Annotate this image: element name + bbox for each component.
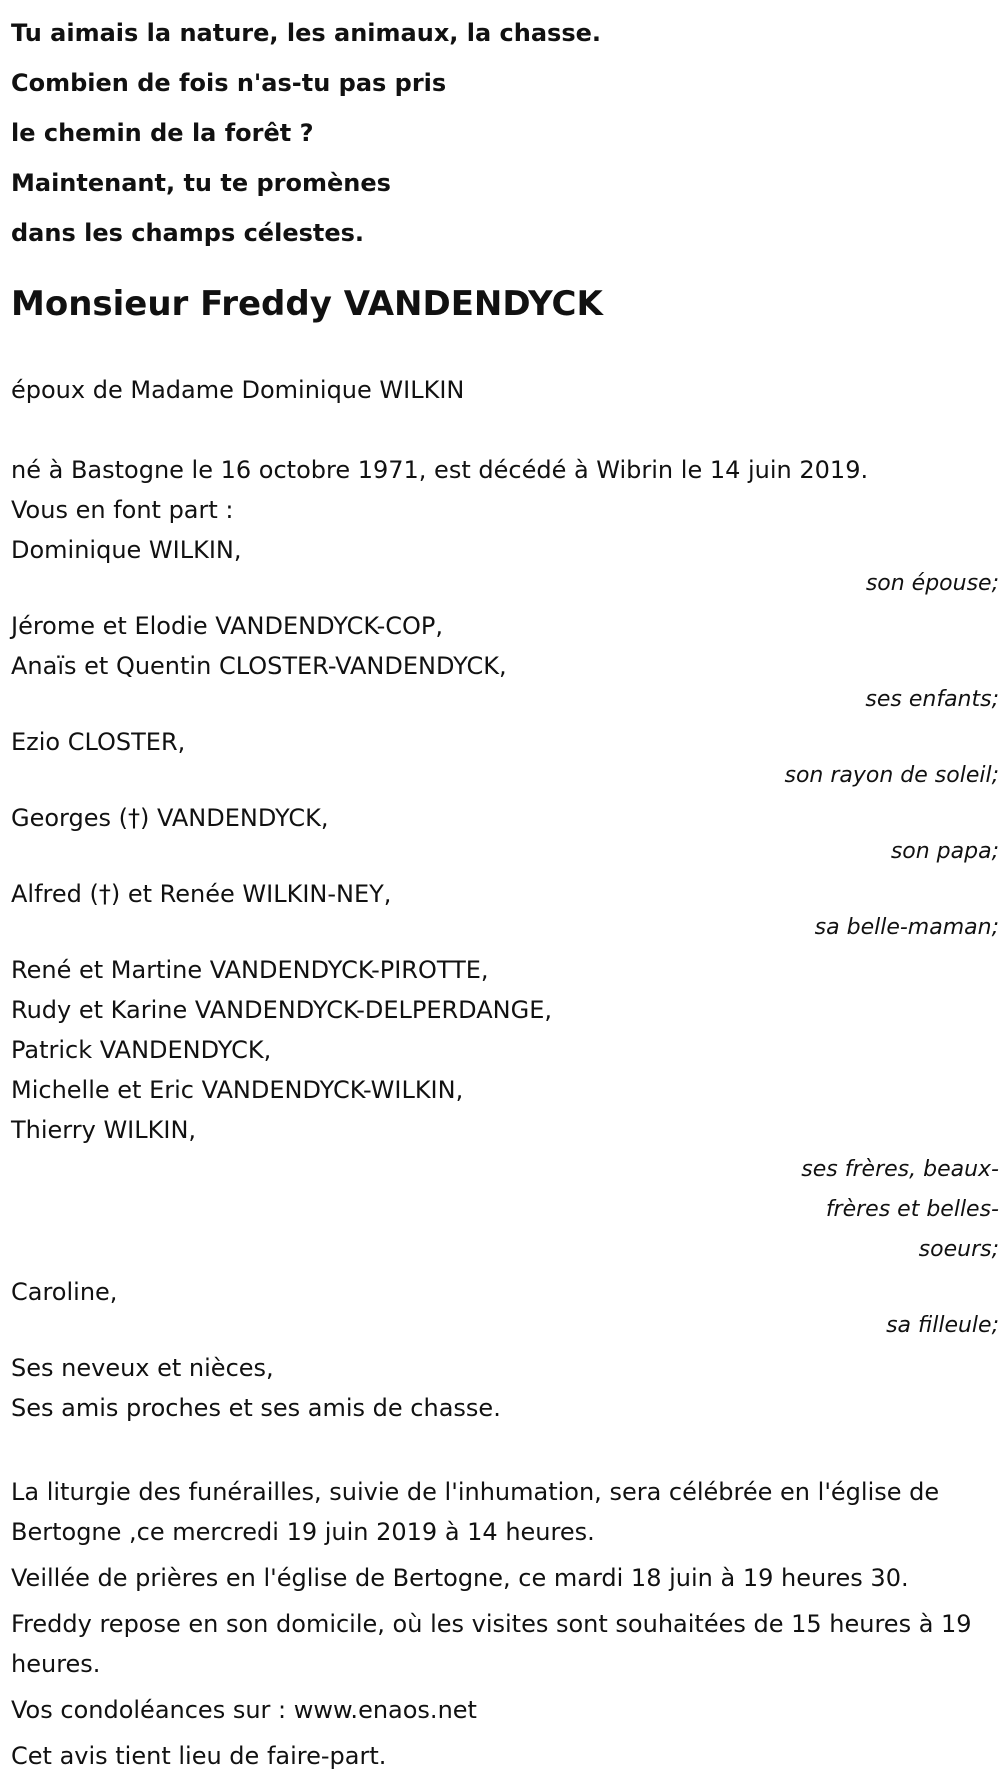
family-relation: son papa; <box>890 839 999 864</box>
family-group <box>11 874 997 948</box>
family-relation: sa belle-maman; <box>814 915 999 940</box>
family-group <box>11 722 997 796</box>
funeral-paragraph: La liturgie des funérailles, suivie de l'inhumation, sera célébrée en l'église de Bertogne ,ce mercredi 19 juin 2019 à 14 heures. <box>11 1478 940 1546</box>
poem-line: Maintenant, tu te promènes <box>11 169 391 197</box>
family-name: Georges (†) VANDENDYCK, <box>11 804 329 832</box>
family-group <box>11 950 997 1270</box>
family-group <box>11 798 997 872</box>
family-name: Rudy et Karine VANDENDYCK-DELPERDANGE, <box>11 996 552 1024</box>
family-name: Patrick VANDENDYCK, <box>11 1036 272 1064</box>
funeral-info <box>11 1472 1000 1776</box>
funeral-paragraph: Freddy repose en son domicile, où les visites sont souhaitées de 15 heures à 19 heures. <box>11 1610 972 1678</box>
poem-line: dans les champs célestes. <box>11 219 365 247</box>
family-name: Ezio CLOSTER, <box>11 728 186 756</box>
family-group <box>11 606 997 720</box>
funeral-paragraph: Veillée de prières en l'église de Bertogne, ce mardi 18 juin à 19 heures 30. <box>11 1564 909 1592</box>
closing-line: Ses amis proches et ses amis de chasse. <box>11 1394 501 1422</box>
poem <box>11 8 1000 258</box>
closing-line: Ses neveux et nièces, <box>11 1354 274 1382</box>
family-group <box>11 530 997 604</box>
family-relation: ses frères, beaux-frères et belles-soeurs; <box>801 1157 999 1262</box>
family-name: Caroline, <box>11 1278 118 1306</box>
funeral-paragraph: Cet avis tient lieu de faire-part. <box>11 1742 387 1770</box>
family-name: Jérome et Elodie VANDENDYCK-COP, <box>11 612 444 640</box>
family-name: Anaïs et Quentin CLOSTER-VANDENDYCK, <box>11 652 507 680</box>
birth-death-line: né à Bastogne le 16 octobre 1971, est décédé à Wibrin le 14 juin 2019. <box>11 456 869 484</box>
family-relation: ses enfants; <box>865 687 999 712</box>
closing-list <box>11 1348 997 1428</box>
deceased-name: Monsieur Freddy VANDENDYCK <box>11 284 603 324</box>
family-name: Michelle et Eric VANDENDYCK-WILKIN, <box>11 1076 464 1104</box>
family-relation: son rayon de soleil; <box>784 763 999 788</box>
poem-line: Combien de fois n'as-tu pas pris <box>11 69 447 97</box>
family-name: Alfred (†) et Renée WILKIN-NEY, <box>11 880 392 908</box>
family-relation: son épouse; <box>865 571 999 596</box>
condolences-line: Vos condoléances sur : www.enaos.net <box>11 1696 477 1724</box>
spouse-line: époux de Madame Dominique WILKIN <box>11 376 465 404</box>
poem-line: Tu aimais la nature, les animaux, la chasse. <box>11 19 602 47</box>
family-group <box>11 1272 997 1346</box>
family-name: Thierry WILKIN, <box>11 1116 197 1144</box>
poem-line: le chemin de la forêt ? <box>11 119 314 147</box>
family-name: René et Martine VANDENDYCK-PIROTTE, <box>11 956 489 984</box>
family-name: Dominique WILKIN, <box>11 536 242 564</box>
announce-intro: Vous en font part : <box>11 496 234 524</box>
family-relation: sa filleule; <box>886 1313 999 1338</box>
